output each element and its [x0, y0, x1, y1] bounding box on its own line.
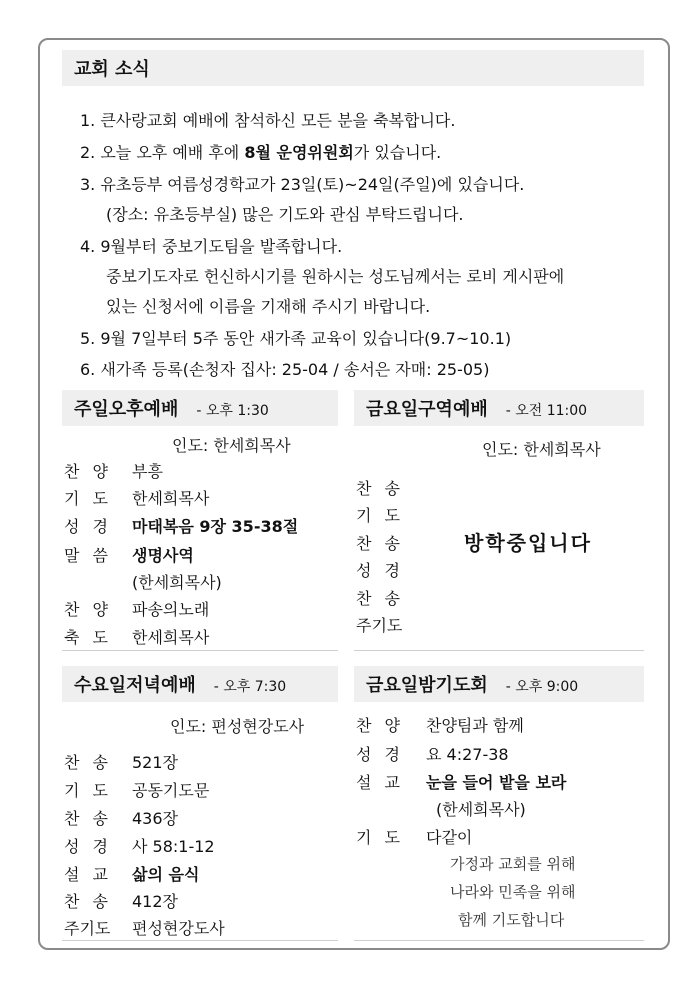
friday-night-value-1: 찬양팀과 함께 [426, 716, 524, 735]
sunday-divider [62, 650, 338, 651]
news-item-2 [80, 140, 441, 163]
sunday-value-7: 한세희목사 [132, 628, 210, 647]
wednesday-title: 수요일저녁예배 [74, 675, 196, 696]
friday-night-value-3: 눈을 들어 밭을 보라 [426, 773, 567, 792]
friday-night-value-4: (한세희목사) [436, 800, 526, 819]
wednesday-value-4: 사 58:1-12 [132, 837, 215, 856]
friday-group-label-1: 찬 송 [356, 479, 400, 498]
wednesday-label-7: 주기도 [64, 919, 111, 938]
sunday-leader: 인도: 한세희목사 [172, 436, 291, 455]
wednesday-time: - 오후 7:30 [213, 679, 287, 695]
wednesday-value-6: 412장 [132, 892, 178, 911]
wednesday-header [62, 666, 338, 702]
sunday-label-4: 말 씀 [64, 546, 108, 565]
news-item-2-tail: 가 있습니다. [353, 143, 442, 162]
news-item-6: 6. 새가족 등록(손청자 집사: 25-04 / 송서은 자매: 25-05) [80, 360, 490, 379]
friday-group-title: 금요일구역예배 [366, 399, 488, 420]
friday-group-time: - 오전 11:00 [505, 403, 588, 419]
friday-night-label-1: 찬 양 [356, 716, 400, 735]
friday-group-leader: 인도: 한세희목사 [482, 440, 601, 459]
sunday-value-2: 한세희목사 [132, 489, 210, 508]
wednesday-label-1: 찬 송 [64, 753, 108, 772]
friday-night-title: 금요일밤기도회 [366, 675, 488, 696]
sunday-label-7: 축 도 [64, 628, 108, 647]
sunday-value-1: 부흥 [132, 462, 163, 481]
friday-night-note-1: 가정과 교회를 위해 [450, 855, 576, 873]
wednesday-value-7: 편성현강도사 [132, 919, 225, 938]
news-header [62, 50, 644, 86]
sunday-value-4: 생명사역 [132, 546, 194, 565]
news-item-4-cont-2: 있는 신청서에 이름을 기재해 주시기 바랍니다. [106, 297, 431, 316]
wednesday-label-5: 설 교 [64, 865, 108, 884]
friday-group-label-5: 찬 송 [356, 589, 400, 608]
wednesday-value-1: 521장 [132, 753, 178, 772]
news-item-2-text: 2. 오늘 오후 예배 후에 [80, 143, 245, 162]
news-title: 교회 소식 [74, 59, 150, 80]
news-item-3: 3. 유초등부 여름성경학교가 23일(토)~24일(주일)에 있습니다. [80, 175, 525, 194]
friday-group-label-4: 성 경 [356, 561, 400, 580]
wednesday-leader: 인도: 편성현강도사 [170, 717, 305, 736]
sunday-label-3: 성 경 [64, 517, 108, 536]
sunday-label-2: 기 도 [64, 489, 108, 508]
sunday-header [62, 390, 338, 426]
sunday-value-5: (한세희목사) [132, 573, 222, 592]
sunday-value-6: 파송의노래 [132, 600, 210, 619]
friday-group-divider [354, 650, 644, 651]
friday-night-label-3: 설 교 [356, 773, 400, 792]
wednesday-value-2: 공동기도문 [132, 781, 210, 800]
news-item-4: 4. 9월부터 중보기도팀을 발족합니다. [80, 237, 343, 256]
wednesday-label-3: 찬 송 [64, 809, 108, 828]
sunday-value-3: 마태복음 9장 35-38절 [132, 517, 299, 536]
friday-night-value-5: 다같이 [426, 828, 473, 847]
friday-group-label-2: 기 도 [356, 506, 400, 525]
wednesday-label-2: 기 도 [64, 781, 108, 800]
friday-night-label-2: 성 경 [356, 745, 400, 764]
friday-night-header [354, 666, 644, 702]
wednesday-value-5: 삶의 음식 [132, 865, 200, 884]
friday-group-label-3: 찬 송 [356, 534, 400, 553]
news-item-4-cont-1: 중보기도자로 헌신하시기를 원하시는 성도님께서는 로비 게시판에 [106, 267, 565, 286]
sunday-label-6: 찬 양 [64, 600, 108, 619]
friday-group-header [354, 390, 644, 426]
sunday-title: 주일오후예배 [74, 399, 179, 420]
sunday-label-1: 찬 양 [64, 462, 108, 481]
friday-night-time: - 오후 9:00 [505, 679, 579, 695]
friday-night-note-2: 나라와 민족을 위해 [450, 883, 576, 901]
friday-night-note-3: 함께 기도합니다 [458, 911, 565, 929]
wednesday-divider [62, 940, 338, 941]
friday-night-divider [354, 940, 644, 941]
friday-night-value-2: 요 4:27-38 [426, 745, 509, 764]
news-item-5: 5. 9월 7일부터 5주 동안 새가족 교육이 있습니다(9.7~10.1) [80, 329, 512, 348]
news-item-3-cont: (장소: 유초등부실) 많은 기도와 관심 부탁드립니다. [106, 205, 464, 224]
news-item-2-highlight: 8월 운영위원회 [244, 143, 354, 162]
friday-night-label-5: 기 도 [356, 828, 400, 847]
wednesday-value-3: 436장 [132, 809, 178, 828]
news-item-1: 1. 큰사랑교회 예배에 참석하신 모든 분을 축복합니다. [80, 111, 456, 130]
sunday-time: - 오후 1:30 [196, 403, 269, 419]
friday-group-notice: 방학중입니다 [464, 531, 592, 555]
wednesday-label-6: 찬 송 [64, 892, 108, 911]
wednesday-label-4: 성 경 [64, 837, 108, 856]
friday-group-label-6: 주기도 [356, 616, 403, 635]
